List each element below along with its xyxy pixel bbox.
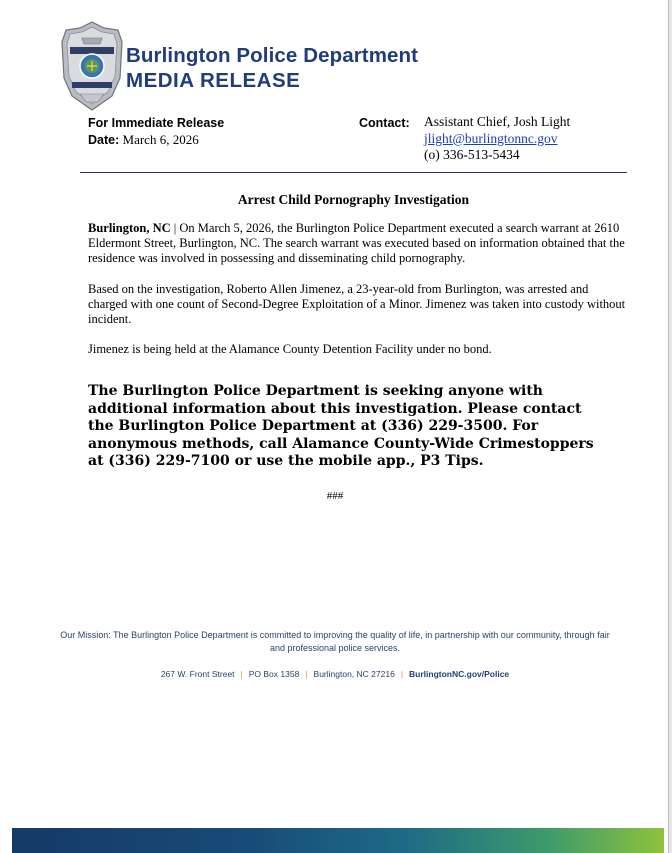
paragraph-3: Jimenez is being held at the Alamance County Detention Facility under no bond. (88, 342, 492, 356)
address-separator: | (400, 669, 404, 679)
paragraph-2: Based on the investigation, Roberto Allen Jimenez, a 23-year-old from Burlington, was arrested and charged with one count of Second-Degree Exploitation of a Minor. Jimenez was taken into custody without incident. (88, 282, 626, 326)
address-separator: | (305, 669, 308, 679)
police-badge-icon (60, 20, 124, 112)
date-value: March 6, 2026 (122, 132, 199, 147)
website-link[interactable]: BurlingtonNC.gov/Police (409, 669, 510, 679)
date-line (88, 132, 199, 148)
address-separator: | (240, 669, 243, 679)
address-street: 267 W. Front Street (160, 669, 235, 679)
release-type: MEDIA RELEASE (126, 69, 301, 92)
address-city: Burlington, NC 27216 (313, 669, 395, 679)
end-mark: ### (326, 490, 344, 502)
header-divider (80, 172, 627, 173)
paragraph-1-text: | On March 5, 2026, the Burlington Police Department executed a search warrant at 2610 Eldermont Street, Burlington, NC. The search warrant was executed based on information obtained that the residence was involved in possessing and disseminating child pornography. (88, 221, 625, 265)
footer-address (60, 669, 610, 679)
contact-name: Assistant Chief, Josh Light (424, 114, 571, 129)
footer-color-bar (12, 828, 664, 853)
contact-block (424, 114, 570, 164)
appeal-paragraph: The Burlington Police Department is seeking anyone with additional information about this investigation. Please contact the Burlington Police Department at (336) 229-3500. For anonymous methods, call Alamance County-Wide Crimestoppers at (336) 229-7100 or use the mobile app., P3 Tips. (88, 383, 594, 469)
release-line: For Immediate Release (88, 116, 225, 130)
contact-label: Contact: (359, 116, 410, 130)
dateline: Burlington, NC (88, 221, 171, 235)
paragraph-1 (88, 221, 628, 266)
address-po-box: PO Box 1358 (248, 669, 300, 679)
contact-phone: (o) 336-513-5434 (424, 147, 520, 162)
date-label: Date: (88, 133, 120, 147)
org-name: Burlington Police Department (126, 44, 419, 67)
mission-statement: Our Mission: The Burlington Police Department is committed to improving the quality of life, in partnership with our community, through fair and professional police services. (60, 630, 610, 653)
contact-email-link[interactable]: jlight@burlingtonnc.gov (424, 130, 558, 146)
headline: Arrest Child Pornography Investigation (237, 192, 470, 207)
